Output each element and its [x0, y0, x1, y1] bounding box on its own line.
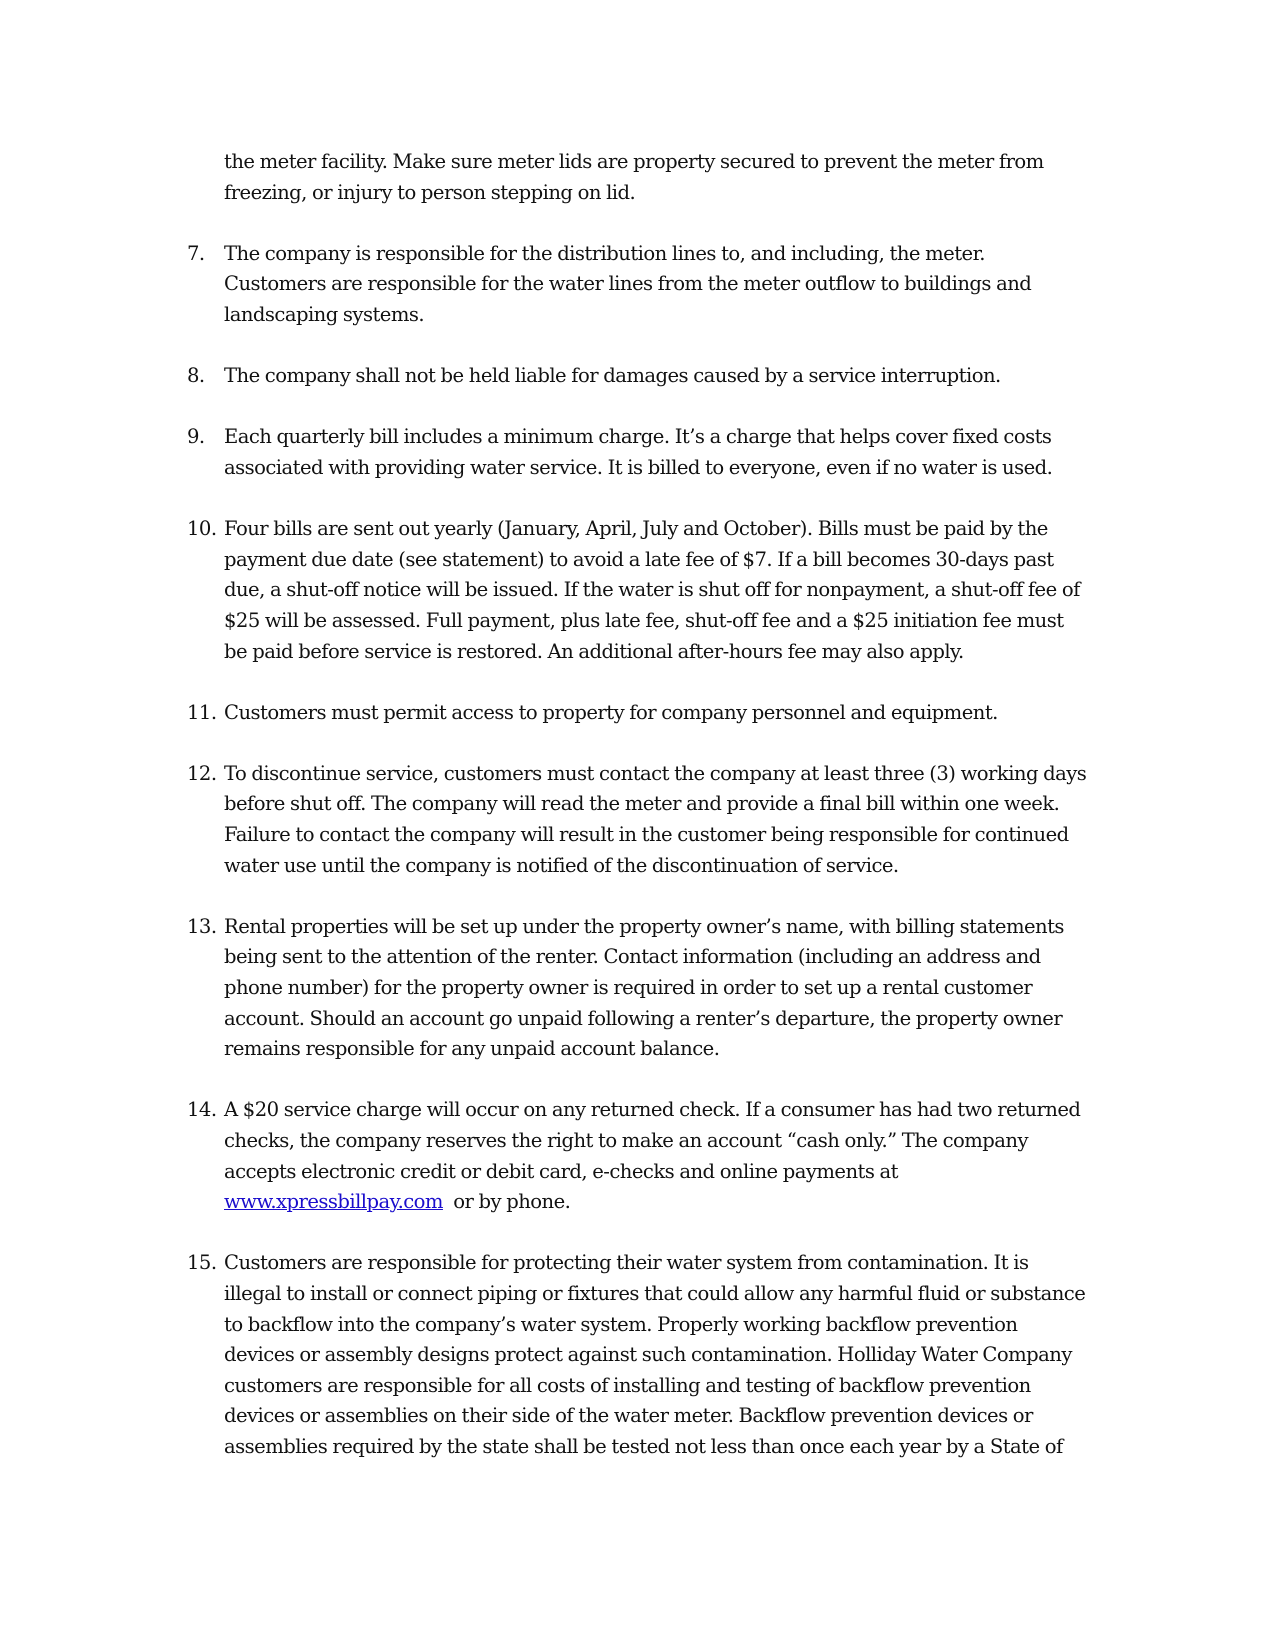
item-text — [224, 912, 1122, 1065]
text-line: The company shall not be held liable for damages caused by a service interruption. — [224, 364, 1001, 388]
text-line: devices or assemblies on their side of the water meter. Backflow prevention devices or — [224, 1404, 1033, 1428]
item-text — [224, 514, 1122, 667]
item-text — [224, 239, 1122, 331]
item-number: 7. — [187, 241, 205, 265]
text-line: Each quarterly bill includes a minimum charge. It’s a charge that helps cover fixed costs — [224, 425, 1052, 449]
text-line — [224, 1187, 1122, 1218]
text-line: A $20 service charge will occur on any returned check. If a consumer has had two returned — [224, 1098, 1081, 1122]
xpressbillpay-link[interactable]: www.xpressbillpay.com — [224, 1190, 443, 1214]
text-line: due, a shut-off notice will be issued. If the water is shut off for nonpayment, a shut-off fee of — [224, 578, 1080, 602]
list-item-10 — [187, 514, 1122, 667]
list-item-12 — [187, 759, 1122, 881]
item-number: 13. — [187, 914, 217, 938]
item-number: 9. — [187, 425, 205, 449]
text-line: Failure to contact the company will result in the customer being responsible for continued — [224, 823, 1069, 847]
text-line: checks, the company reserves the right to make an account “cash only.” The company — [224, 1129, 1029, 1152]
item-number: 12. — [187, 761, 217, 785]
text-line: customers are responsible for all costs of installing and testing of backflow prevention — [224, 1373, 1031, 1397]
text-line: be paid before service is restored. An additional after-hours fee may also apply. — [224, 639, 964, 663]
item-text — [224, 1248, 1122, 1462]
text-line: phone number) for the property owner is required in order to set up a rental customer — [224, 976, 1033, 1000]
text-fragment: or by phone. — [442, 1190, 571, 1214]
text-line: payment due date (see statement) to avoid a late fee of $7. If a bill becomes 30-days past — [224, 547, 1054, 571]
item-text — [224, 698, 1122, 729]
list-item-13 — [187, 912, 1122, 1065]
text-line: $25 will be assessed. Full payment, plus late fee, shut-off fee and a $25 initiation fee must — [224, 608, 1064, 632]
item-text — [224, 1095, 1122, 1217]
list-item-9 — [187, 422, 1122, 483]
list-item-15 — [187, 1248, 1122, 1462]
list-item-7 — [187, 239, 1122, 331]
text-line: landscaping systems. — [224, 302, 425, 326]
item-number: 10. — [187, 517, 217, 541]
text-line: illegal to install or connect piping or fixtures that could allow any harmful fluid or substance — [224, 1281, 1086, 1305]
list-item-14 — [187, 1095, 1122, 1217]
text-line: associated with providing water service. It is billed to everyone, even if no water is used. — [224, 455, 1053, 479]
text-line: The company is responsible for the distribution lines to, and including, the meter. — [224, 241, 985, 265]
text-line: accepts electronic credit or debit card, e-checks and online payments at — [224, 1159, 898, 1183]
text-line: To discontinue service, customers must contact the company at least three (3) working days — [224, 761, 1087, 785]
text-line: to backflow into the company’s water system. Properly working backflow prevention — [224, 1312, 1018, 1336]
text-line: Four bills are sent out yearly (January, April, July and October). Bills must be paid by the — [224, 517, 1048, 541]
text-line: account. Should an account go unpaid following a renter’s departure, the property owner — [224, 1006, 1063, 1030]
item-number: 15. — [187, 1251, 217, 1275]
text-line: freezing, or injury to person stepping on lid. — [224, 180, 636, 204]
item-number: 14. — [187, 1098, 217, 1122]
continued-item-6 — [224, 147, 1122, 208]
text-line: Customers must permit access to property for company personnel and equipment. — [224, 700, 998, 724]
text-line: assemblies required by the state shall be tested not less than once each year by a State of — [224, 1434, 1063, 1458]
item-number: 11. — [187, 700, 217, 724]
text-line: remains responsible for any unpaid account balance. — [224, 1037, 720, 1061]
document-body — [187, 147, 1122, 1493]
text-line: water use until the company is notified of the discontinuation of service. — [224, 853, 899, 877]
text-line: before shut off. The company will read the meter and provide a final bill within one week. — [224, 792, 1060, 816]
text-line: the meter facility. Make sure meter lids are property secured to prevent the meter from — [224, 150, 1044, 173]
list-item-11 — [187, 698, 1122, 729]
item-text — [224, 361, 1122, 392]
text-line: being sent to the attention of the renter. Contact information (including an address and — [224, 945, 1041, 969]
text-line: Rental properties will be set up under the property owner’s name, with billing statements — [224, 914, 1064, 938]
item-number: 8. — [187, 364, 205, 388]
text-line: Customers are responsible for the water lines from the meter outflow to buildings and — [224, 272, 1032, 296]
list-item-8 — [187, 361, 1122, 392]
item-text — [224, 422, 1122, 483]
text-line: Customers are responsible for protecting their water system from contamination. It is — [224, 1251, 1029, 1275]
text-line: devices or assembly designs protect against such contamination. Holliday Water Company — [224, 1343, 1072, 1367]
item-text — [224, 759, 1122, 881]
